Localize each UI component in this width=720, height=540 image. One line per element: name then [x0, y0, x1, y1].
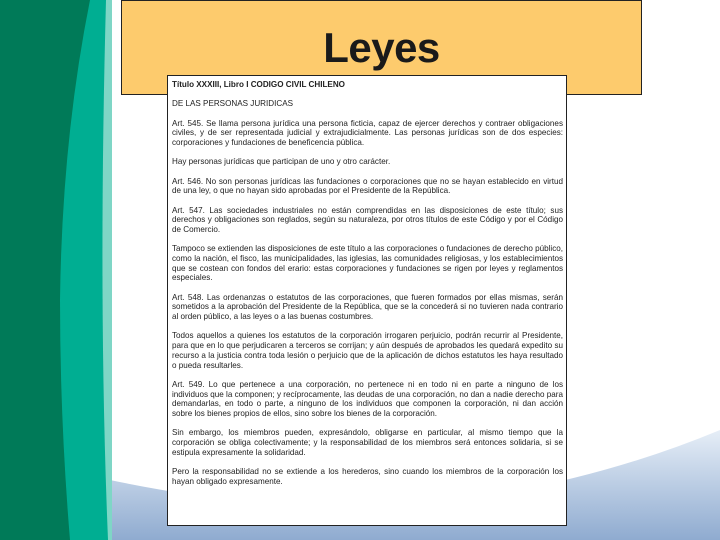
- paragraph: Hay personas jurídicas que participan de uno y otro carácter.: [172, 157, 391, 167]
- paragraph: Art. 546. No son personas jurídicas las fundaciones o corporaciones que no se hayan establecido en virtud de una ley, o que no hayan sido aprobadas por el Presidente de la República.: [172, 176, 563, 196]
- paragraph: Tampoco se extienden las disposiciones de este título a las corporaciones o fundaciones de derecho público, como la nación, el fisco, las municipalidades, las iglesias, las comunidades religiosas, y los establecimientos que se costean con fondos del erario: estas corporaciones y fundaciones se rigen por leyes y reglamentos especiales.: [172, 244, 563, 283]
- decorative-side-stripe: [0, 0, 112, 540]
- paragraph: Art. 548. Las ordenanzas o estatutos de las corporaciones, que fueren formados por ellas mismas, serán sometidos a la aprobación del Presidente de la República, que se la concederá si no tuvieren nada contrario al orden público, a las leyes o a las buenas costumbres.: [172, 292, 563, 322]
- paragraph: Todos aquellos a quienes los estatutos de la corporación irrogaren perjuicio, podrán recurrir al Presidente, para que en lo que perjudicaren a terceros se corrijan; y aún después de aprobados les quedará expedito su recurso a la justicia contra toda lesión o perjuicio que de la aplicación de dichos estatutos les haya resultado o pueda resultarles.: [172, 331, 563, 370]
- document-heading: Título XXXIII, Libro I CODIGO CIVIL CHILENO: [172, 80, 345, 89]
- paragraph: Art. 545. Se llama persona jurídica una persona ficticia, capaz de ejercer derechos y contraer obligaciones civiles, y de ser representada judicial y extrajudicialmente. Las personas jurídicas son de dos especies: corporaciones y fundaciones de beneficencia pública.: [172, 118, 563, 147]
- paragraph: Art. 547. Las sociedades industriales no están comprendidas en las disposiciones de este título; sus derechos y obligaciones son reglados, según su naturaleza, por otros títulos de este Código y por el Código de Comercio.: [172, 205, 563, 234]
- paragraph: Pero la responsabilidad no se extiende a los herederos, sino cuando los miembros de la corporación los hayan obligado expresamente.: [172, 466, 563, 486]
- section-title: DE LAS PERSONAS JURIDICAS: [172, 99, 293, 109]
- paragraph: Sin embargo, los miembros pueden, expresándolo, obligarse en particular, al mismo tiempo que la corporación se obliga colectivamente; y la responsabilidad de los miembros será entonces solidaria, si se estipula expresamente la solidaridad.: [172, 428, 563, 457]
- civil-code-excerpt: [167, 75, 567, 526]
- paragraph: Art. 549. Lo que pertenece a una corporación, no pertenece ni en todo ni en parte a ninguno de los individuos que la componen; y recíprocamente, las deudas de una corporación, no dan a nadie derecho para demandarlas, en todo o parte, a ninguno de los individuos que componen la corporación, ni dan acción sobre los bienes propios de ellos, sino sobre los bienes de la corporación.: [172, 379, 563, 418]
- slide-title: Leyes: [323, 23, 440, 71]
